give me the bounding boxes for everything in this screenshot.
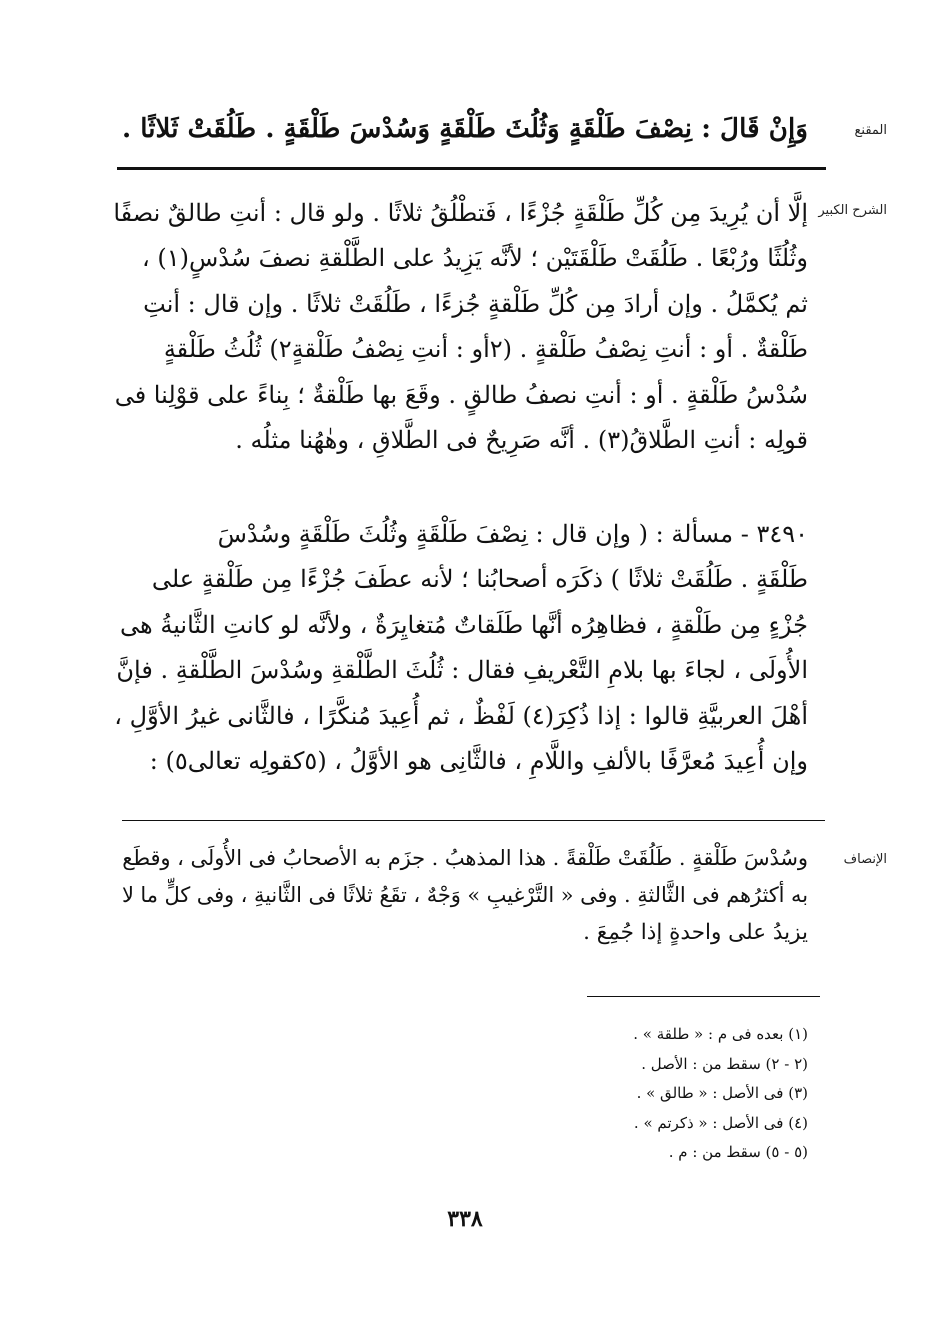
page-number: ٣٣٨ <box>447 1206 483 1232</box>
footnote: (٤) فى الأصل : « ذكرتم » . <box>633 1113 808 1132</box>
sharh-line: قولِه : أنتِ الطَّلاقُ(٣) . أنَّه صَرِيحٌ فى الطَّلاقِ ، وهٰهُنا مثلُه . <box>235 425 808 454</box>
issue-line: ٣٤٩٠ - مسألة : ( وإن قال : نِصْفَ طَلْقَةٍ وثُلُثَ طَلْقَةٍ وسُدْسَ <box>217 520 808 548</box>
footnote: (٥ - ٥) سقط من : م . <box>668 1143 808 1162</box>
issue-line: الأُولَى ، لجاءَ بها بلامِ التَّعْريفِ فقال : ثُلُثَ الطَّلْقةِ وسُدْسَ الطَّلْقةِ . فإنَّ <box>116 656 808 685</box>
footnote: (١) بعده فى م : « طلقة » . <box>633 1025 808 1043</box>
issue-line: طَلْقَةٍ . طَلُقَتْ ثلاثًا ) ذكَرَه أصحابُنا ؛ لأنه عطَفَ جُزْءًا مِن طَلْقةٍ على <box>151 565 808 594</box>
muqni-text: وَإِنْ قَالَ : نِصْفَ طَلْقَةٍ وَثُلُثَ طَلْقَةٍ وَسُدْسَ طَلْقَةٍ . طَلُقَتْ ثَلاثًا . <box>122 113 808 144</box>
sharh-line: طَلْقةٌ . أو : أنتِ نِصْفُ طَلْقةٍ . (٢أو : أنتِ نِصْفُ طَلْقةٍ٢) ثُلُثُ طَلْقةٍ <box>163 335 808 364</box>
sharh-line: وثُلُثًا ورُبْعًا . طَلُقَتْ طَلْقَتَيْن ؛ لأنَّه يَزِيدُ على الطَّلْقةِ نصفَ سُدْسٍ(١) ، <box>141 244 808 273</box>
footnote: (٢ - ٢) سقط من : الأصل . <box>641 1054 808 1073</box>
footnote: (٣) فى الأصل : « طالق » . <box>636 1084 808 1103</box>
sharh-line: سُدْسُ طَلْقةٍ . أو : أنتِ نصفُ طالقٍ . وقَعَ بها طَلْقةٌ ؛ بِناءً على قوْلِنا فى <box>114 380 808 409</box>
issue-text <box>108 512 808 784</box>
issue-line: وإن أُعِيدَ مُعرَّفًا بالألفِ واللَّامِ ، فالثَّانِى هو الأوَّلُ ، (٥كقولِه تعالى٥) : <box>149 746 808 775</box>
issue-line: أهْلَ العربيَّةِ قالوا : إذا ذُكِرَ(٤) لَفْظٌ ، ثم أُعِيدَ مُنكَّرًا ، فالثَّانى غيرُ الأوَّلِ ، <box>114 701 808 730</box>
label-insaf: الإنصاف <box>843 852 887 867</box>
issue-line: جُزْءٍ مِن طَلْقةٍ ، فظاهِرُه أنَّها طَلَقاتٌ مُتغايِرَةٌ ، ولأنَّه لو كانتِ الثَّانيةُ هى <box>120 610 808 639</box>
label-muqni: المقنع <box>854 123 887 138</box>
insaf-line: وسُدْسَ طَلْقةٍ . طَلُقَتْ طَلْقةً . هذا المذهبُ . جزَم به الأصحابُ فى الأُولَى ، وقطَع <box>122 846 808 870</box>
muqni-rule <box>117 167 826 170</box>
sharh-line: إلَّا أن يُرِيدَ مِن كُلِّ طَلْقَةٍ جُزْءًا ، فَتطْلُقُ ثلاثًا . ولو قال : أنتِ طالقٌ نصفًا <box>113 199 808 227</box>
insaf-text <box>108 840 808 951</box>
insaf-line: به أكثرُهم فى الثَّالثةِ . وفى « التَّرْغيبِ » وَجْهٌ ، تقَعُ ثلاثًا فى الثَّانيةِ ، وفى كلٍّ ما لا <box>121 883 808 907</box>
label-sharh: الشرح الكبير <box>818 203 887 218</box>
footnotes <box>108 1020 808 1168</box>
sharh-line: ثم يُكمَّلُ . وإن أرادَ مِن كُلِّ طَلْقةٍ جُزءًا ، طَلُقَتْ ثلاثًا . وإن قال : أنتِ <box>143 289 808 318</box>
insaf-rule <box>122 820 825 821</box>
footnote-rule <box>587 996 820 997</box>
insaf-line: يزيدُ على واحدةٍ إذا جُمِعَ . <box>583 920 808 945</box>
sharh-text <box>108 191 808 463</box>
